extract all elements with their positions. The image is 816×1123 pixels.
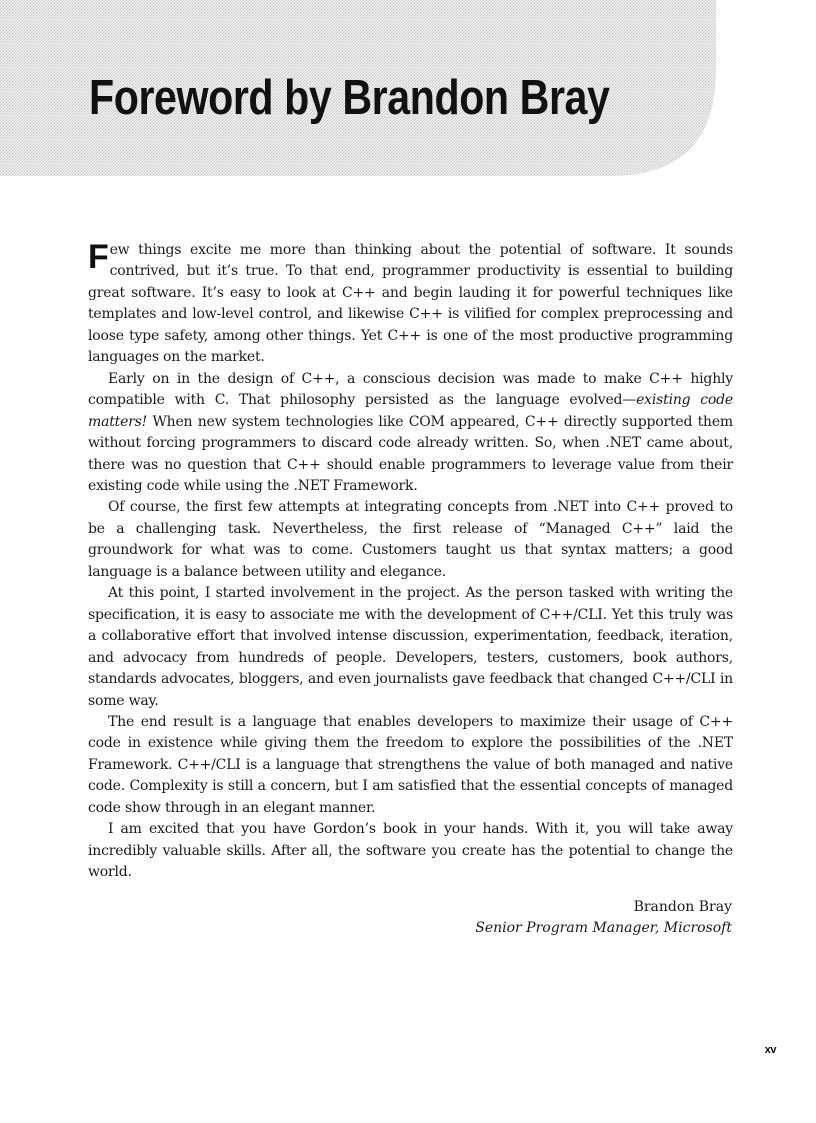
page-number: xv <box>764 1044 776 1056</box>
signature-name: Brandon Bray <box>633 899 732 915</box>
signature-title: Senior Program Manager, Microsoft <box>475 920 732 936</box>
paragraph-2-text-b: When new system technologies like COM appeared, C++ directly supported them without forcing programmers to discard code already written. So, when .NET came about, there was no question that C++ should enable programmers to leverage value from their existing code while using the .NET Framework. <box>88 413 733 494</box>
drop-cap: F <box>88 238 109 276</box>
paragraph-2-emphasis: existing code matters! <box>88 392 733 430</box>
paragraph-5: The end result is a language that enables developers to maximize their usage of C++ code in existence while giving them the freedom to explore the possibilities of the .NET Framework. C++/CLI is a language that strengthens the value of both managed and native code. Complexity is still a concern, but I am satisfied that the essential concepts of managed code show through in an elegant manner. <box>88 713 733 816</box>
foreword-body <box>88 240 733 884</box>
paragraph-1 <box>88 240 733 369</box>
paragraph-2-text-a: Early on in the design of C++, a conscious decision was made to make C++ highly compatible with C. That philosophy persisted as the language evolved— <box>88 370 733 409</box>
paragraph-2 <box>88 369 733 498</box>
chapter-title: Foreword by Brandon Bray <box>89 71 610 125</box>
paragraph-1-text: ew things excite me more than thinking about the potential of software. It sounds contrived, but it’s true. To that end, programmer productivity is essential to building great software. It’s easy to look at C++ and begin lauding it for powerful techniques like templates and low-level control, and likewise C++ is vilified for complex preprocessing and loose type safety, among other things. Yet C++ is one of the most productive programming languages on the market. <box>88 242 733 366</box>
signature-block <box>475 897 732 939</box>
paragraph-3: Of course, the first few attempts at integrating concepts from .NET into C++ proved to be a challenging task. Nevertheless, the first release of “Managed C++” laid the groundwork for what was to come. Customers taught us that syntax matters; a good language is a balance between utility and elegance. <box>88 499 733 580</box>
chapter-header-band <box>0 0 816 176</box>
paragraph-6: I am excited that you have Gordon’s book in your hands. With it, you will take away incredibly valuable skills. After all, the software you create has the potential to change the world. <box>88 821 733 881</box>
paragraph-4: At this point, I started involvement in the project. As the person tasked with writing the specification, it is easy to associate me with the development of C++/CLI. Yet this truly was a collaborative effort that involved intense discussion, experimentation, feedback, iteration, and advocacy from hundreds of people. Developers, testers, customers, book authors, standards advocates, bloggers, and even journalists gave feedback that changed C++/CLI in some way. <box>88 585 733 709</box>
